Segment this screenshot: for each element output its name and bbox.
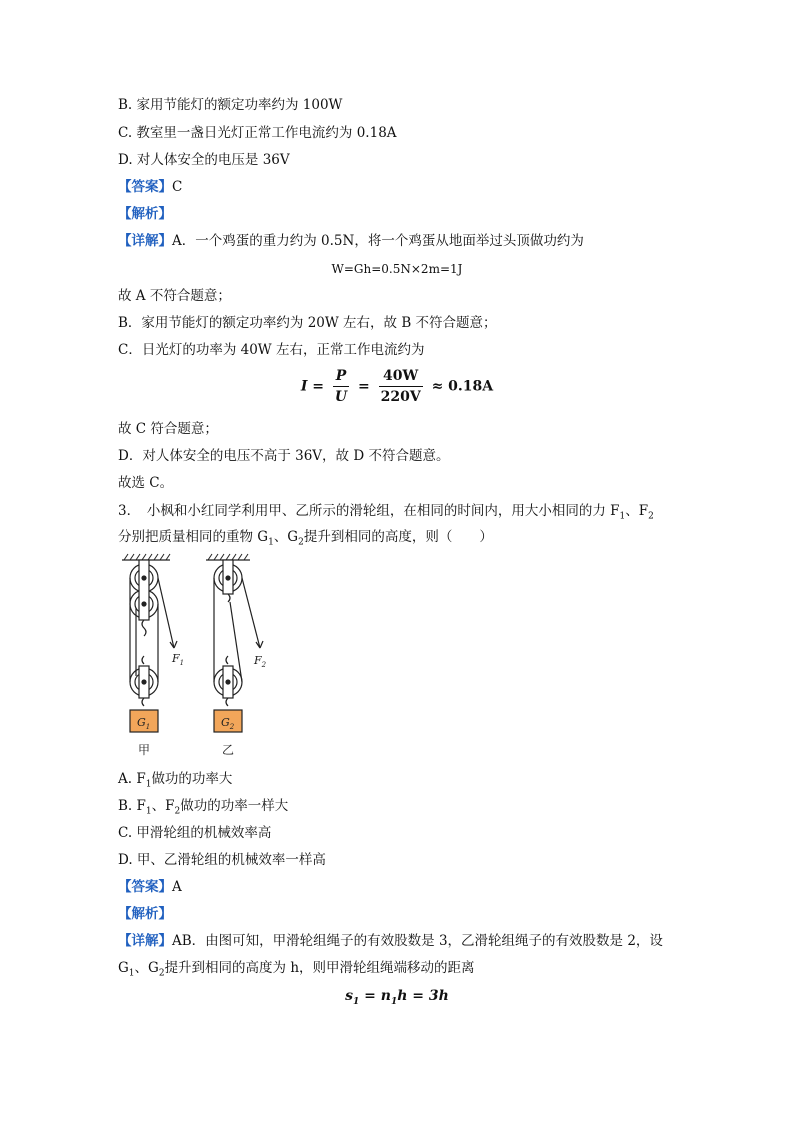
formula-eq-n: = n <box>359 988 391 1004</box>
numerator-40w: 40W <box>379 366 423 387</box>
last-sub1: 1 <box>128 968 135 979</box>
answer-tag-2: 【答案】 <box>118 879 172 895</box>
label-f2: $F_2$ <box>254 654 267 669</box>
answer-value: C <box>172 179 183 195</box>
formula-distance <box>0 988 794 1007</box>
b-detail: B．家用节能灯的额定功率约为 20W 左右，故 B 不符合题意； <box>118 315 497 331</box>
opt-b-sub2: 2 <box>174 806 181 817</box>
answer-1 <box>118 178 182 196</box>
a-conclusion: 故 A 不符合题意； <box>118 288 231 304</box>
c-detail: C．日光灯的功率为 40W 左右，正常工作电流约为 <box>118 342 425 358</box>
opt-b-pre: B. F <box>118 798 146 814</box>
answer-tag: 【答案】 <box>118 179 172 195</box>
q3-sub-3: 1 <box>268 537 274 548</box>
option-b <box>118 797 288 821</box>
analysis-tag: 【解析】 <box>118 206 172 222</box>
d-detail: D．对人体安全的电压不高于 36V，故 D 不符合题意。 <box>118 448 450 464</box>
analysis-tag-2 <box>118 905 172 923</box>
detail-text-2: AB．由图可知，甲滑轮组绳子的有效股数是 3，乙滑轮组绳子的有效股数是 2，设 <box>172 933 663 949</box>
formula-lhs: I = <box>300 378 325 395</box>
label-g2: $G_2$ <box>221 716 235 731</box>
formula-rest: h = 3h <box>397 988 449 1004</box>
detail-tag-2: 【详解】 <box>118 933 172 949</box>
detail-line-3 <box>118 959 475 983</box>
option-b-previous: B. 家用节能灯的额定功率约为 100W <box>118 97 343 113</box>
last-post: 提升到相同的高度为 h，则甲滑轮组绳端移动的距离 <box>164 960 475 976</box>
approx-result: ≈ 0.18A <box>431 378 494 395</box>
opt-a-post: 做功的功率大 <box>151 771 233 787</box>
denominator-220v: 220V <box>380 389 421 405</box>
label-f1: $F_1$ <box>172 652 185 667</box>
fraction-values <box>379 366 423 407</box>
denominator-u: U <box>334 389 348 405</box>
opt-b-post: 做功的功率一样大 <box>180 798 289 814</box>
analysis-tag-2-text: 【解析】 <box>118 906 172 922</box>
detail-tag: 【详解】 <box>118 233 172 249</box>
formula-s-sub: 1 <box>353 996 360 1007</box>
question-3-line-1 <box>118 502 654 526</box>
answer-2 <box>118 878 182 896</box>
answer-value-2: A <box>172 879 182 895</box>
option-d-previous: D. 对人体安全的电压是 36V <box>118 152 290 168</box>
opt-a-pre: A. F <box>118 771 146 787</box>
q3-sub-4: 2 <box>298 537 304 548</box>
formula-work: W=Gh=0.5N×2m=1J <box>331 262 463 276</box>
caption-jia: 甲 <box>138 743 151 757</box>
q3-sub-1: 1 <box>619 511 626 522</box>
pulley-system-yi <box>214 560 263 706</box>
option-d: D. 甲、乙滑轮组的机械效率一样高 <box>118 852 326 868</box>
q3-text-2a: 分别把质量相同的重物 G <box>118 529 269 545</box>
pulley-diagram <box>118 552 298 762</box>
formula-n-sub: 1 <box>390 996 398 1007</box>
q3-sub-2: 2 <box>648 511 654 522</box>
detail-line-2 <box>118 932 663 950</box>
q3-text-2c: 提升到相同的高度，则（ ） <box>303 529 493 545</box>
fraction-pu <box>333 366 349 407</box>
option-a <box>118 770 232 794</box>
q3-text-2b: 、G <box>273 529 299 545</box>
q3-sep: 、F <box>625 503 649 519</box>
question-3-line-2 <box>118 528 493 552</box>
analysis-tag-1 <box>118 205 172 223</box>
opt-b-mid: 、F <box>151 798 175 814</box>
c-conclusion: 故 C 符合题意； <box>118 421 218 437</box>
opt-b-sub1: 1 <box>145 806 152 817</box>
last-pre: G <box>118 960 129 976</box>
final-choice: 故选 C。 <box>118 475 174 491</box>
formula-current <box>0 366 794 407</box>
pulley-system-jia <box>130 560 177 706</box>
option-c: C. 甲滑轮组的机械效率高 <box>118 825 272 841</box>
opt-a-sub: 1 <box>145 779 152 790</box>
formula-s: s <box>345 988 354 1004</box>
option-c-previous: C. 教室里一盏日光灯正常工作电流约为 0.18A <box>118 125 397 141</box>
equals-sign: = <box>357 378 370 395</box>
last-sub2: 2 <box>158 968 165 979</box>
caption-yi: 乙 <box>222 743 235 757</box>
q3-text-1: 3． 小枫和小红同学利用甲、乙所示的滑轮组，在相同的时间内，用大小相同的力 F <box>118 503 620 519</box>
detail-text: A．一个鸡蛋的重力约为 0.5N，将一个鸡蛋从地面举过头顶做功约为 <box>172 233 584 249</box>
label-g1: $G_1$ <box>137 716 151 731</box>
last-mid: 、G <box>134 960 159 976</box>
numerator-p: P <box>333 366 349 387</box>
detail-line-1 <box>118 232 584 250</box>
